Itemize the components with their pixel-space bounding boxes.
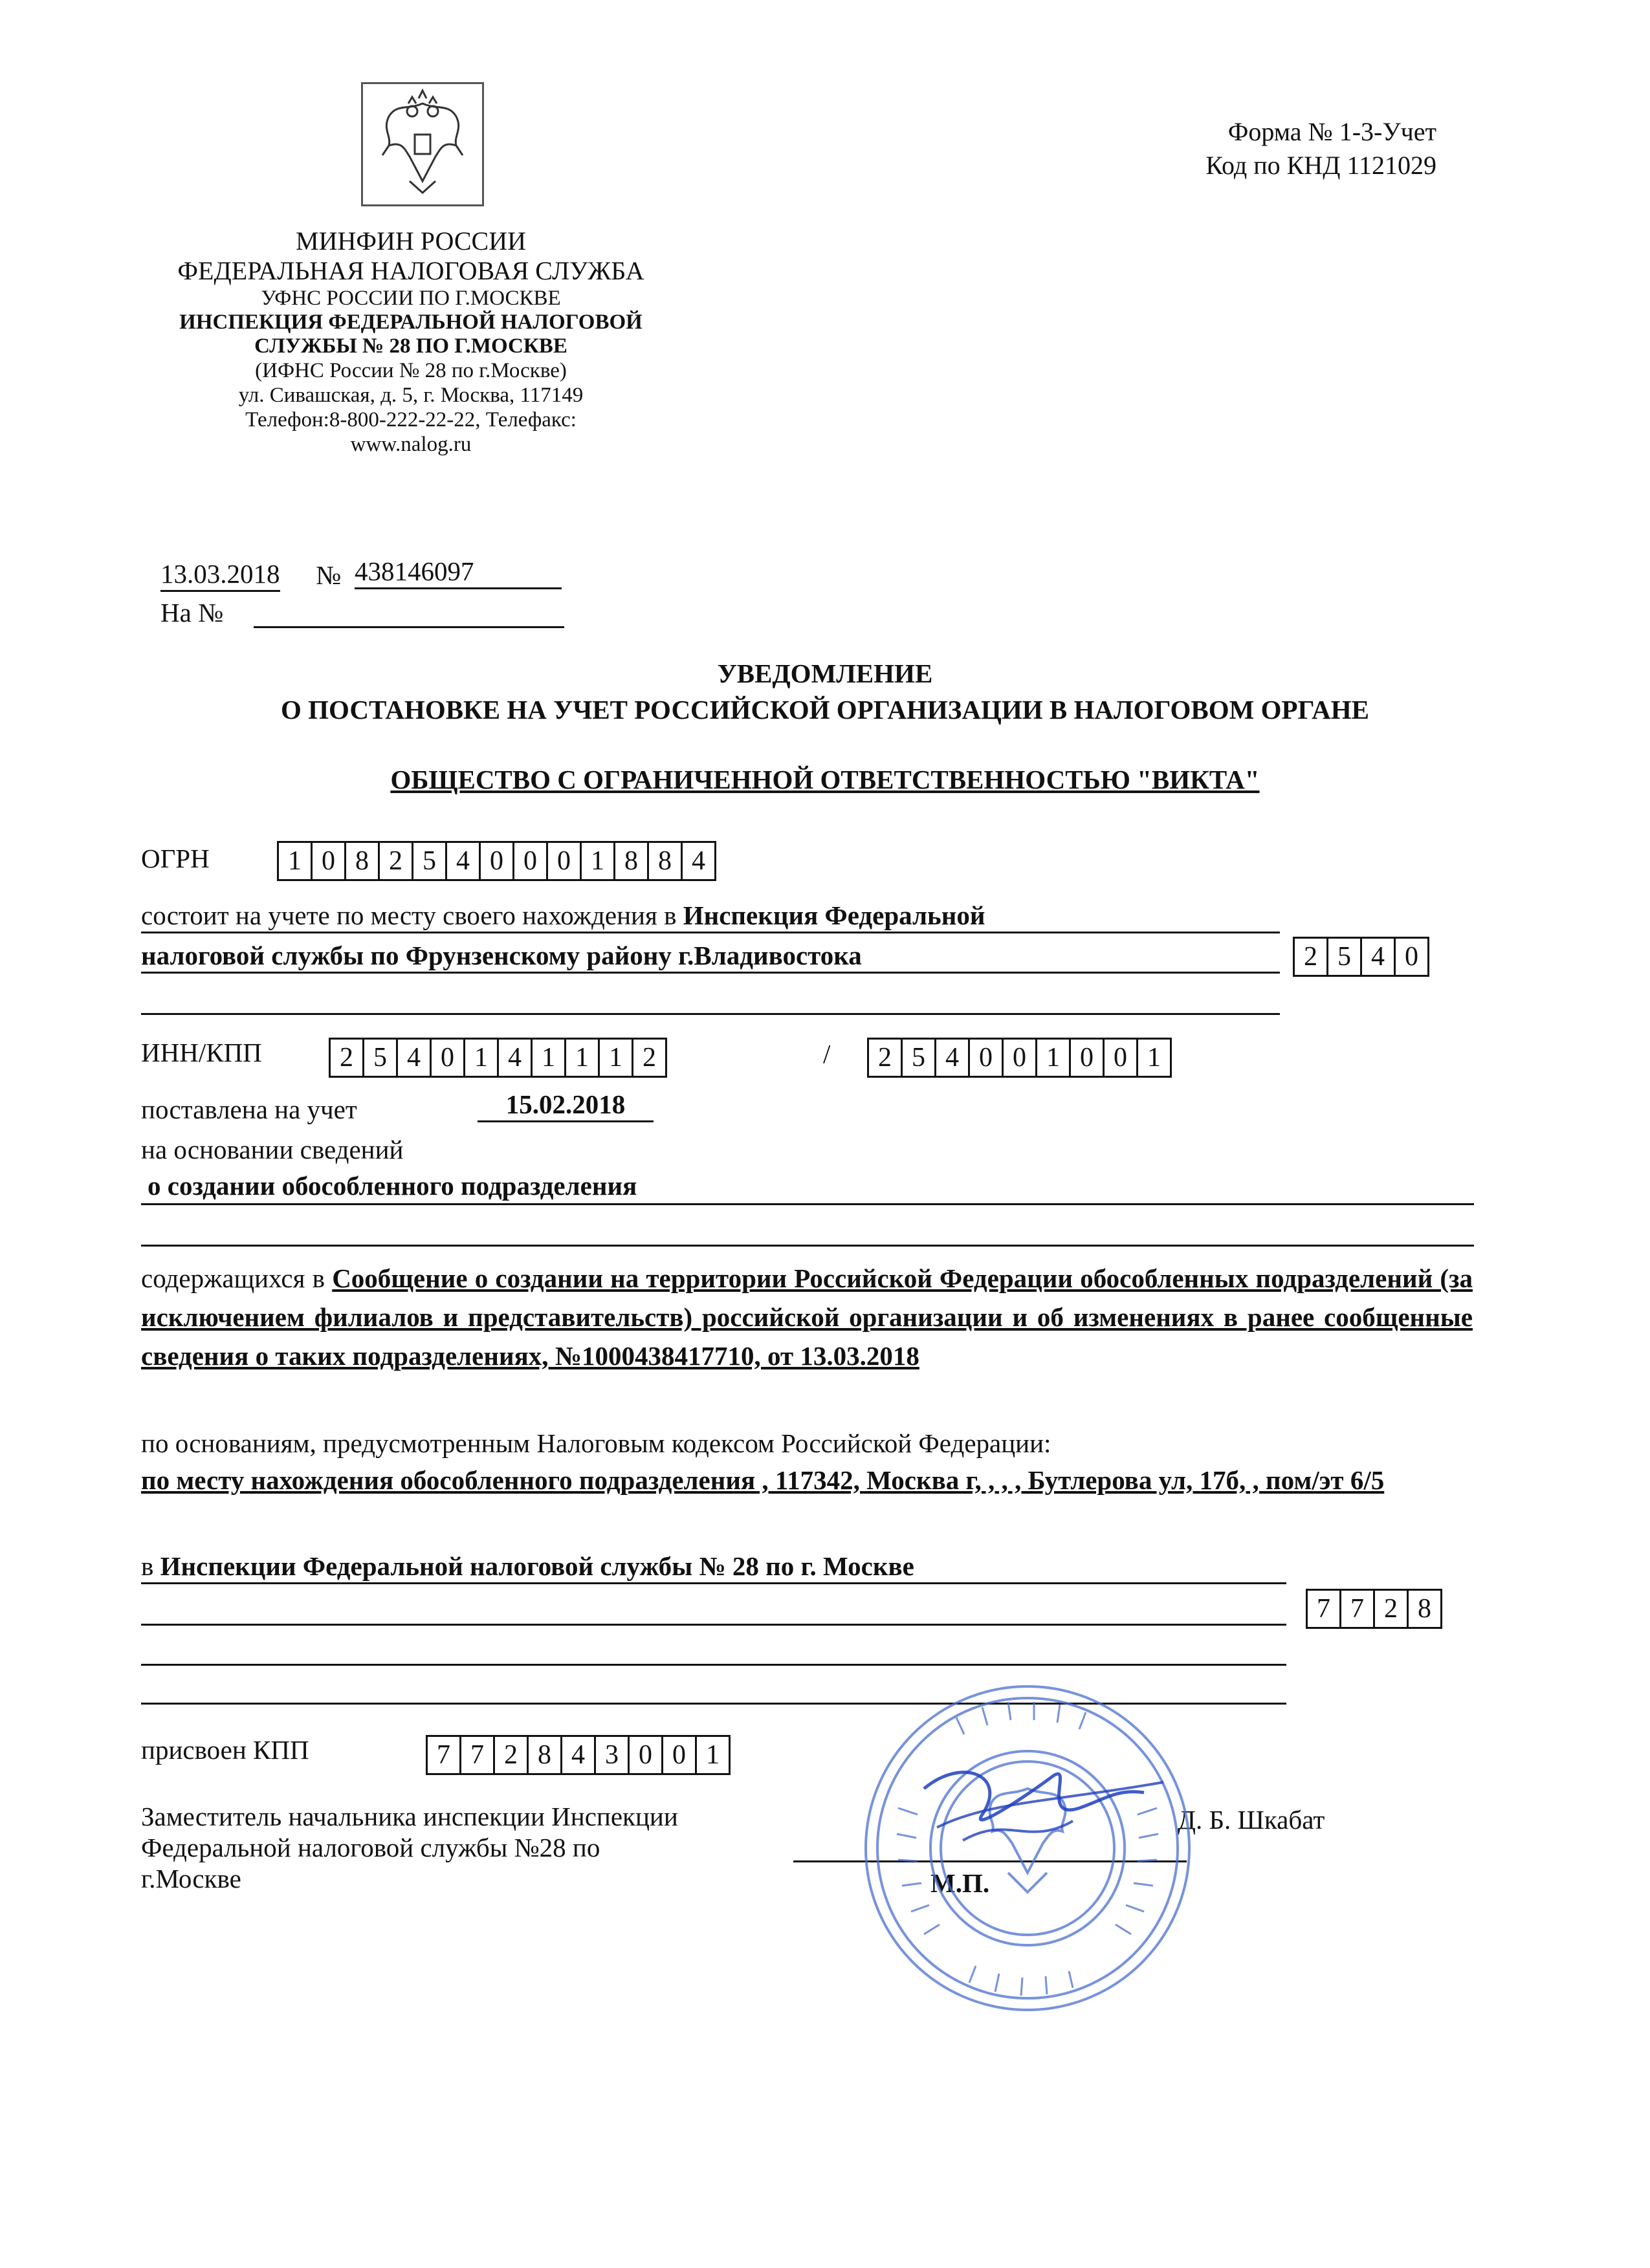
inspection-line-1 [141, 1582, 1286, 1584]
emblem-frame [361, 82, 484, 206]
digit-cell: 4 [499, 1040, 533, 1076]
inspection-line-2 [141, 1624, 1286, 1626]
contained-paragraph [141, 1259, 1473, 1375]
inspection-line-3 [141, 1664, 1286, 1666]
digit-cell: 7 [428, 1737, 461, 1773]
registered-prefix: состоит на учете по месту своего нахождения в [141, 900, 677, 930]
ministry-name: МИНФИН РОССИИ [296, 226, 526, 256]
inn-kpp-label: ИНН/КПП [141, 1038, 262, 1067]
department-name: УФНС РОССИИ ПО Г.МОСКВЕ [261, 287, 561, 310]
document-number: 438146097 [355, 555, 562, 589]
signatory-name: Д. Б. Шкабат [1178, 1805, 1325, 1835]
registered-authority-line-1: Инспекция Федеральной [683, 900, 985, 930]
digit-cell: 8 [529, 1737, 562, 1773]
digit-cell: 1 [706, 1740, 720, 1770]
inspection-value: Инспекции Федеральной налоговой службы № 28 по г. Москве [160, 1551, 914, 1581]
knd-code: Код по КНД 1121029 [1205, 151, 1436, 180]
grounds-value: по месту нахождения обособленного подразделения , 117342, Москва г, , , , Бутлерова ул, 17б, , пом/эт 6/5 [141, 1465, 1385, 1495]
issuing-authority [149, 226, 673, 457]
basis-label: на основании сведений [141, 1135, 404, 1164]
inspection-phone: Телефон:8-800-222-22-22, Телефакс: [245, 408, 577, 431]
digit-cell: 4 [692, 846, 705, 876]
grounds-label: по основаниям, предусмотренным Налоговым кодексом Российской Федерации: [141, 1428, 1051, 1458]
document-date: 13.03.2018 [160, 558, 280, 592]
basis-value: о создании обособленного подразделения [148, 1171, 637, 1201]
digit-cell: 7 [1308, 1591, 1341, 1627]
digit-cell: 5 [903, 1040, 936, 1076]
stamp-label: М.П. [930, 1868, 990, 1898]
digit-cell: 3 [596, 1737, 630, 1773]
digit-cell: 8 [1418, 1594, 1431, 1624]
form-number: Форма № 1-3-Учет [1227, 117, 1436, 146]
digit-cell: 2 [331, 1040, 364, 1076]
assigned-kpp-label: присвоен КПП [141, 1735, 309, 1765]
digit-cell: 1 [566, 1040, 600, 1076]
inspection-text [141, 1550, 914, 1582]
digit-cell: 1 [533, 1040, 566, 1076]
digit-cell: 0 [1405, 942, 1418, 972]
registered-authority-code [1293, 937, 1429, 977]
digit-cell: 1 [279, 843, 313, 879]
inspection-name-line-1: ИНСПЕКЦИЯ ФЕДЕРАЛЬНОЙ НАЛОГОВОЙ [179, 311, 643, 334]
contained-document: Сообщение о создании на территории Российской Федерации обособленных подразделений (за исключением филиалов и представительств) российской организации и об изменениях в ранее сообщенные сведения о таких подразделениях, №1000438417710, от 13.03.2018 [141, 1263, 1473, 1371]
document-title: УВЕДОМЛЕНИЕ [717, 659, 933, 688]
basis-line-2 [141, 1245, 1474, 1247]
registered-line-1 [141, 932, 1280, 933]
inspection-code [1306, 1589, 1442, 1629]
digit-cell: 0 [663, 1737, 697, 1773]
registered-authority-line-2: налоговой службы по Фрунзенскому району г.Владивостока [141, 941, 862, 970]
digit-cell: 5 [364, 1040, 398, 1076]
digit-cell: 0 [481, 843, 514, 879]
digit-cell: 1 [1147, 1043, 1161, 1073]
digit-cell: 4 [447, 843, 481, 879]
digit-cell: 5 [1328, 939, 1362, 975]
digit-cell: 0 [1071, 1040, 1105, 1076]
grounds-paragraph [141, 1462, 1473, 1498]
digit-cell: 7 [461, 1737, 495, 1773]
digit-cell: 0 [432, 1040, 465, 1076]
digit-cell: 1 [582, 843, 615, 879]
registered-line-3 [141, 1013, 1280, 1015]
assigned-kpp-cells [426, 1735, 731, 1775]
signatory-position-line-2: Федеральной налоговой службы №28 по [141, 1833, 600, 1862]
digit-cell: 2 [1375, 1591, 1409, 1627]
digit-cell: 2 [495, 1737, 529, 1773]
digit-cell: 4 [936, 1040, 970, 1076]
kpp-cells [867, 1038, 1172, 1078]
basis-line-1 [141, 1203, 1474, 1205]
inn-cells [329, 1038, 667, 1078]
registered-text [141, 899, 985, 932]
reply-number-label: На № [160, 598, 224, 627]
inspection-short-name: (ИФНС России № 28 по г.Москве) [255, 359, 567, 382]
digit-cell: 5 [413, 843, 447, 879]
signatory-position [141, 1801, 678, 1894]
digit-cell: 2 [1295, 939, 1328, 975]
inspection-name-line-2: СЛУЖБЫ № 28 ПО Г.МОСКВЕ [254, 334, 567, 358]
digit-cell: 0 [970, 1040, 1004, 1076]
digit-cell: 0 [313, 843, 346, 879]
digit-cell: 1 [465, 1040, 499, 1076]
digit-cell: 8 [649, 843, 683, 879]
inspection-prefix: в [141, 1551, 154, 1581]
digit-cell: 0 [1105, 1040, 1138, 1076]
digit-cell: 0 [630, 1737, 663, 1773]
digit-cell: 8 [615, 843, 649, 879]
registration-date: 15.02.2018 [478, 1088, 654, 1122]
signatory-position-line-3: г.Москве [141, 1864, 241, 1893]
digit-cell: 4 [398, 1040, 432, 1076]
coat-of-arms-icon [363, 84, 482, 204]
digit-cell: 1 [1037, 1040, 1071, 1076]
service-name: ФЕДЕРАЛЬНАЯ НАЛОГОВАЯ СЛУЖБА [177, 256, 644, 285]
registered-line-2 [141, 972, 1280, 974]
document-subtitle: О ПОСТАНОВКЕ НА УЧЕТ РОССИЙСКОЙ ОРГАНИЗАЦИИ В НАЛОГОВОМ ОРГАНЕ [280, 695, 1370, 725]
ogrn-label: ОГРН [141, 844, 210, 873]
digit-cell: 4 [562, 1737, 596, 1773]
inspection-address: ул. Сивашская, д. 5, г. Москва, 117149 [238, 384, 584, 407]
reply-number-line [254, 626, 564, 628]
official-stamp-icon [859, 1679, 1196, 2018]
form-number-block [1205, 115, 1436, 182]
digit-cell: 8 [346, 843, 380, 879]
digit-cell: 7 [1341, 1591, 1375, 1627]
contained-label: содержащихся в [141, 1263, 325, 1293]
digit-cell: 0 [1004, 1040, 1037, 1076]
inn-kpp-separator: / [823, 1039, 831, 1069]
signatory-position-line-1: Заместитель начальника инспекции Инспекции [141, 1802, 678, 1831]
digit-cell: 2 [869, 1040, 903, 1076]
digit-cell: 2 [643, 1043, 656, 1073]
inspection-website: www.nalog.ru [350, 433, 472, 456]
digit-cell: 0 [514, 843, 548, 879]
digit-cell: 0 [548, 843, 582, 879]
digit-cell: 1 [600, 1040, 633, 1076]
organization-name: ОБЩЕСТВО С ОГРАНИЧЕННОЙ ОТВЕТСТВЕННОСТЬЮ "ВИКТА" [390, 765, 1260, 794]
registration-date-label: поставлена на учет [141, 1095, 357, 1124]
ogrn-cells [277, 841, 716, 881]
digit-cell: 2 [380, 843, 413, 879]
document-number-label: № [316, 560, 342, 590]
digit-cell: 4 [1362, 939, 1396, 975]
